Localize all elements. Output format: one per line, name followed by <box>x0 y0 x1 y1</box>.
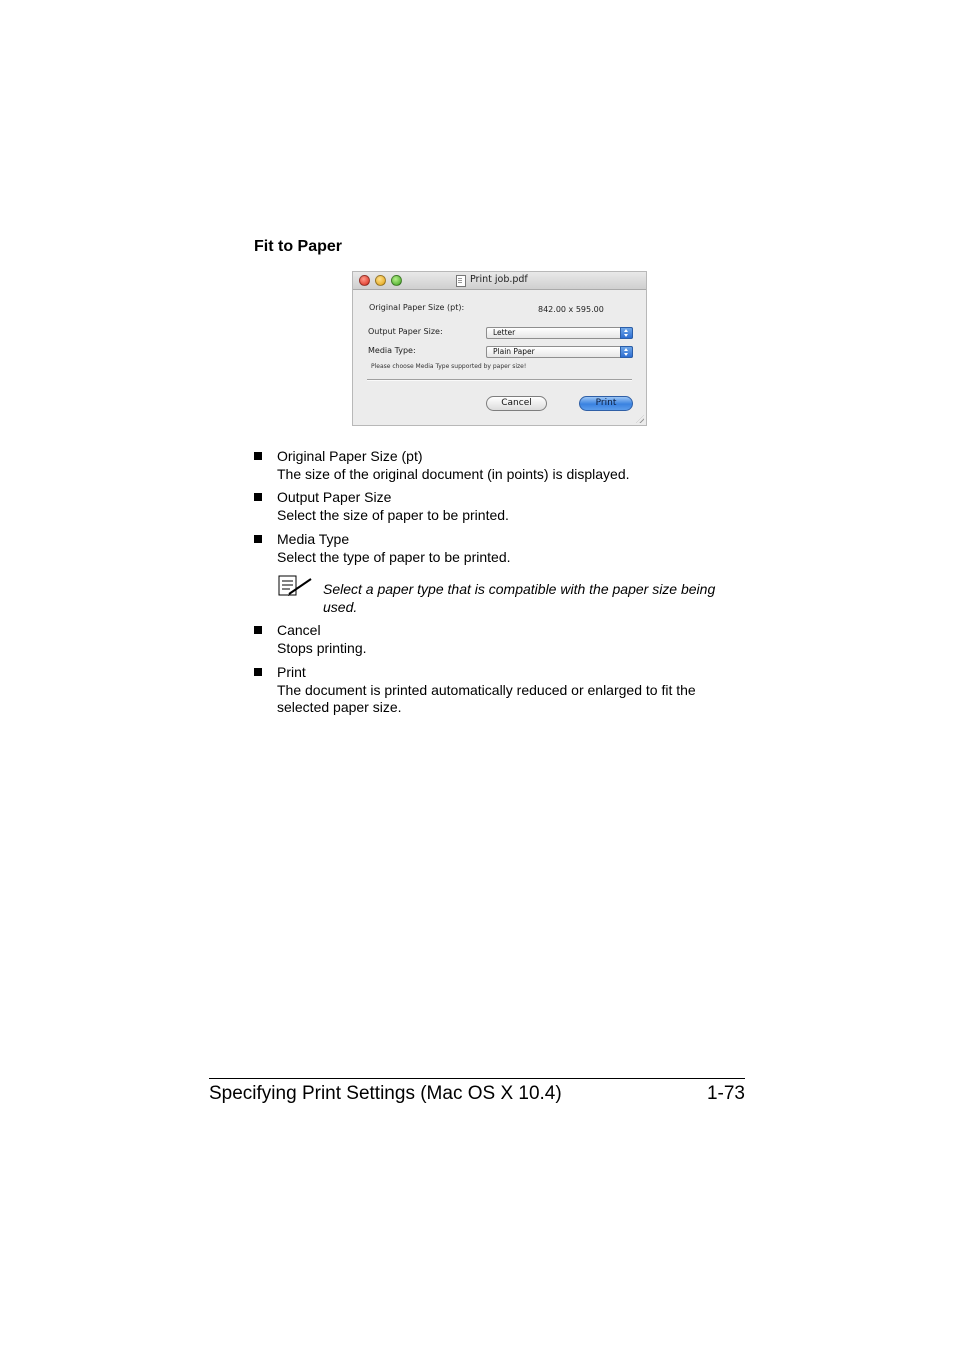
cancel-button[interactable]: Cancel <box>486 396 547 411</box>
note-icon <box>278 575 314 597</box>
bullet-icon <box>254 626 262 634</box>
item-desc: Select the size of paper to be printed. <box>277 506 509 523</box>
footer-rule <box>209 1078 745 1079</box>
footer-page-number: 1-73 <box>706 1083 745 1104</box>
list-item <box>254 448 630 483</box>
original-size-value: 842.00 x 595.00 <box>538 305 604 314</box>
print-button[interactable]: Print <box>579 396 633 411</box>
list-item <box>254 664 714 717</box>
item-term: Print <box>277 664 306 680</box>
media-type-popup[interactable] <box>486 346 633 358</box>
item-term: Media Type <box>277 531 350 547</box>
output-size-label: Output Paper Size: <box>368 327 443 336</box>
bullet-icon <box>254 452 262 460</box>
bullet-icon <box>254 668 262 676</box>
popup-arrows-icon <box>620 327 633 339</box>
list-item <box>254 622 367 657</box>
bullet-icon <box>254 535 262 543</box>
media-type-value: Plain Paper <box>493 347 535 356</box>
dialog-separator <box>367 379 632 381</box>
item-desc: The size of the original document (in points) is displayed. <box>277 465 630 482</box>
note-text: Select a paper type that is compatible with the paper size being used. <box>323 581 716 615</box>
output-size-popup[interactable] <box>486 327 633 339</box>
bullet-icon <box>254 493 262 501</box>
item-desc: Stops printing. <box>277 639 367 656</box>
item-term: Output Paper Size <box>277 489 392 505</box>
popup-arrows-icon <box>620 346 633 358</box>
resize-grip-icon[interactable] <box>636 415 644 423</box>
close-window-icon[interactable] <box>359 275 370 286</box>
item-term: Original Paper Size (pt) <box>277 448 423 464</box>
original-size-label: Original Paper Size (pt): <box>369 303 465 312</box>
output-size-value: Letter <box>493 328 516 337</box>
list-item <box>254 489 509 524</box>
zoom-window-icon[interactable] <box>391 275 402 286</box>
item-desc: The document is printed automatically reduced or enlarged to fit the selected paper size. <box>277 681 696 715</box>
minimize-window-icon[interactable] <box>375 275 386 286</box>
section-title: Fit to Paper <box>254 238 343 255</box>
window-title: Print job.pdf <box>470 274 528 285</box>
item-term: Cancel <box>277 622 321 638</box>
list-item <box>254 531 511 566</box>
footer-chapter-title: Specifying Print Settings (Mac OS X 10.4) <box>209 1083 562 1104</box>
print-dialog-screenshot <box>352 271 647 426</box>
media-type-label: Media Type: <box>368 346 416 355</box>
dialog-titlebar <box>353 272 646 290</box>
item-desc: Select the type of paper to be printed. <box>277 548 511 565</box>
document-icon <box>456 275 466 287</box>
media-type-hint: Please choose Media Type supported by paper size! <box>371 363 527 370</box>
